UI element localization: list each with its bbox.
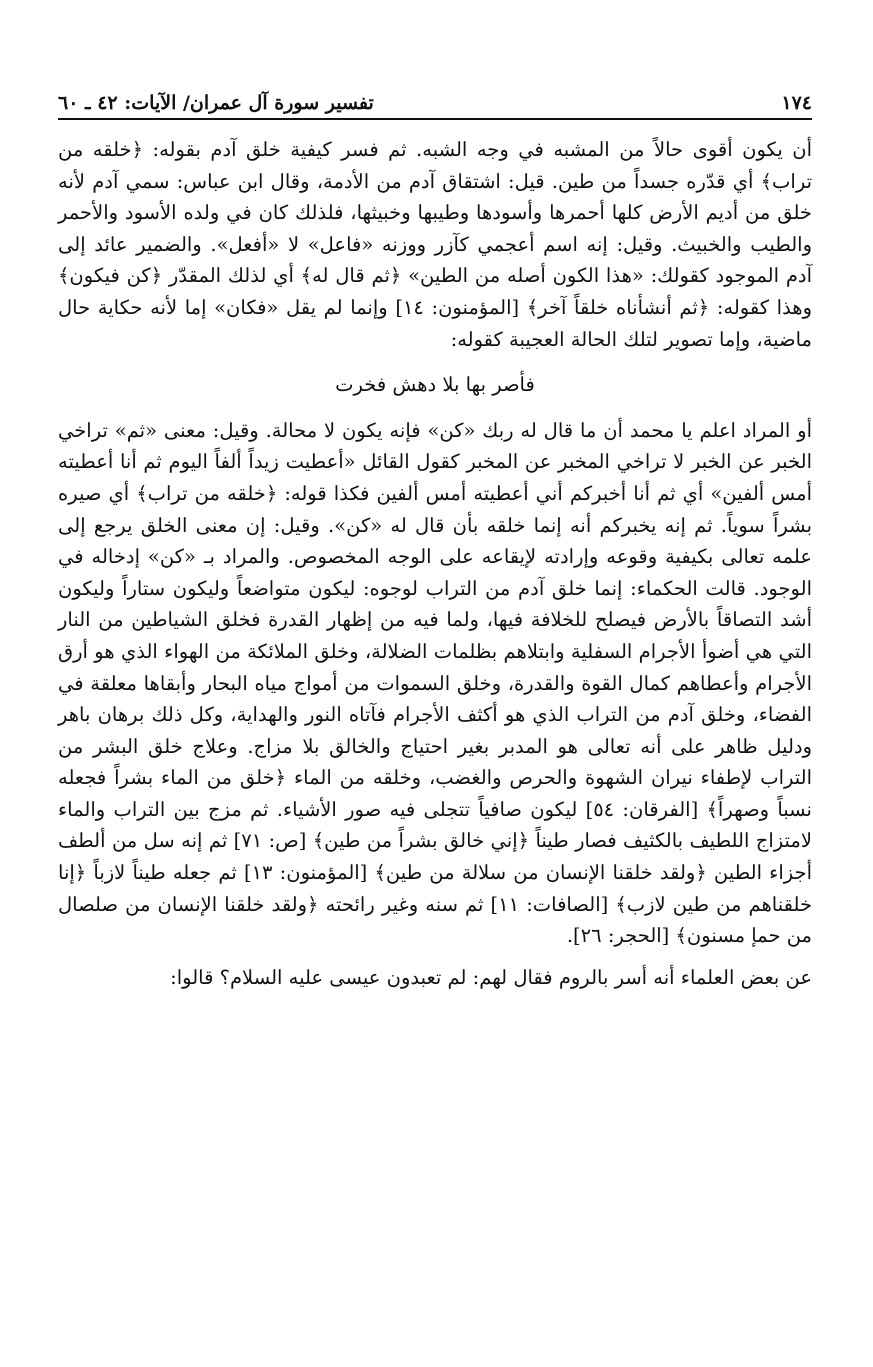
running-title: تفسير سورة آل عمران/ الآيات: ٤٢ ـ ٦٠ bbox=[58, 92, 374, 114]
paragraph: أن يكون أقوى حالاً من المشبه في وجه الشبه. ثم فسر كيفية خلق آدم بقوله: ﴿خلقه من تراب﴾ أي قدّره جسداً من طين. قيل: اشتقاق آدم من الأدمة، وقال ابن عباس: سمي آدم لأنه خلق من أديم الأرض كلها أحمرها وأسودها وطيبها وخبيثها، فلذلك كان في ولده الأسود والأحمر والطيب والخبيث. وقيل: إنه اسم أعجمي كآزر ووزنه «فاعل» لا «أفعل». والضمير عائد إلى آدم الموجود كقولك: «هذا الكون أصله من الطين» ﴿ثم قال له﴾ أي لذلك المقدّر ﴿كن فيكون﴾ وهذا كقوله: ﴿ثم أنشأناه خلقاً آخر﴾ [المؤمنون: ١٤] وإنما لم يقل «فكان» إما لأنه حكاية حال ماضية، وإما تصوير لتلك الحالة العجيبة كقوله: bbox=[58, 138, 813, 351]
paragraph: عن بعض العلماء أنه أسر بالروم فقال لهم: لم تعبدون عيسى عليه السلام؟ قالوا: bbox=[170, 965, 812, 989]
poetry-verse: فأصر بها بلا دهش فخرت bbox=[335, 373, 535, 397]
page-header bbox=[58, 86, 812, 120]
page-number: ١٧٤ bbox=[781, 92, 812, 114]
paragraph: أو المراد اعلم يا محمد أن ما قال له ربك «كن» فإنه يكون لا محالة. وقيل: معنى «ثم» تراخي الخبر عن الخبر لا تراخي المخبر عن المخبر كقول القائل «أعطيت زيداً ألفاً اليوم ثم أنا أعطيته أمس ألفين» أي ثم أنا أخبركم أني أعطيته أمس ألفين فكذا قوله: ﴿خلقه من تراب﴾ أي صيره بشراً سوياً. ثم إنه يخبركم أنه إنما خلقه بأن قال له «كن». وقيل: إن معنى الخلق يرجع إلى علمه تعالى بكيفية وقوعه وإرادته لإيقاعه على الوجه المخصوص. والمراد بـ «كن» إدخاله في الوجود. قالت الحكماء: إنما خلق آدم من التراب لوجوه: ليكون متواضعاً وليكون ستاراً وليكون أشد التصاقاً بالأرض فيصلح للخلافة فيها، ولما فيه من إظهار القدرة فخلق الشياطين من النار التي هي أضوأ الأجرام السفلية وابتلاهم بظلمات الضلالة، وخلق الملائكة من الهواء الذي هو أرق الأجرام وأعطاهم كمال القوة والقدرة، وخلق السموات من أمواج مياه البحار وأبقاها معلقة في الفضاء، وخلق آدم من التراب الذي هو أكثف الأجرام فآتاه النور والهداية، وكل ذلك برهان باهر ودليل ظاهر على أنه تعالى هو المدبر بغير احتياج والخالق بلا مزاج. وعلاج خلق البشر من التراب لإطفاء نيران الشهوة والحرص والغضب، وخلقه من الماء ﴿خلق من الماء بشراً فجعله نسباً وصهراً﴾ [الفرقان: ٥٤] ليكون صافياً تتجلى فيه صور الأشياء. ثم مزج بين التراب والماء لامتزاج اللطيف بالكثيف فصار طيناً ﴿إني خالق بشراً من طين﴾ [ص: ٧١] ثم إنه سل من ألطف أجزاء الطين ﴿ولقد خلقنا الإنسان من سلالة من طين﴾ [المؤمنون: ١٣] ثم جعله طيناً لازباً ﴿إنا خلقناهم من طين لازب﴾ [الصافات: ١١] ثم سنه وغير رائحته ﴿ولقد خلقنا الإنسان من صلصال من حمإ مسنون﴾ [الحجر: ٢٦]. bbox=[58, 418, 813, 948]
page-body bbox=[58, 134, 812, 993]
